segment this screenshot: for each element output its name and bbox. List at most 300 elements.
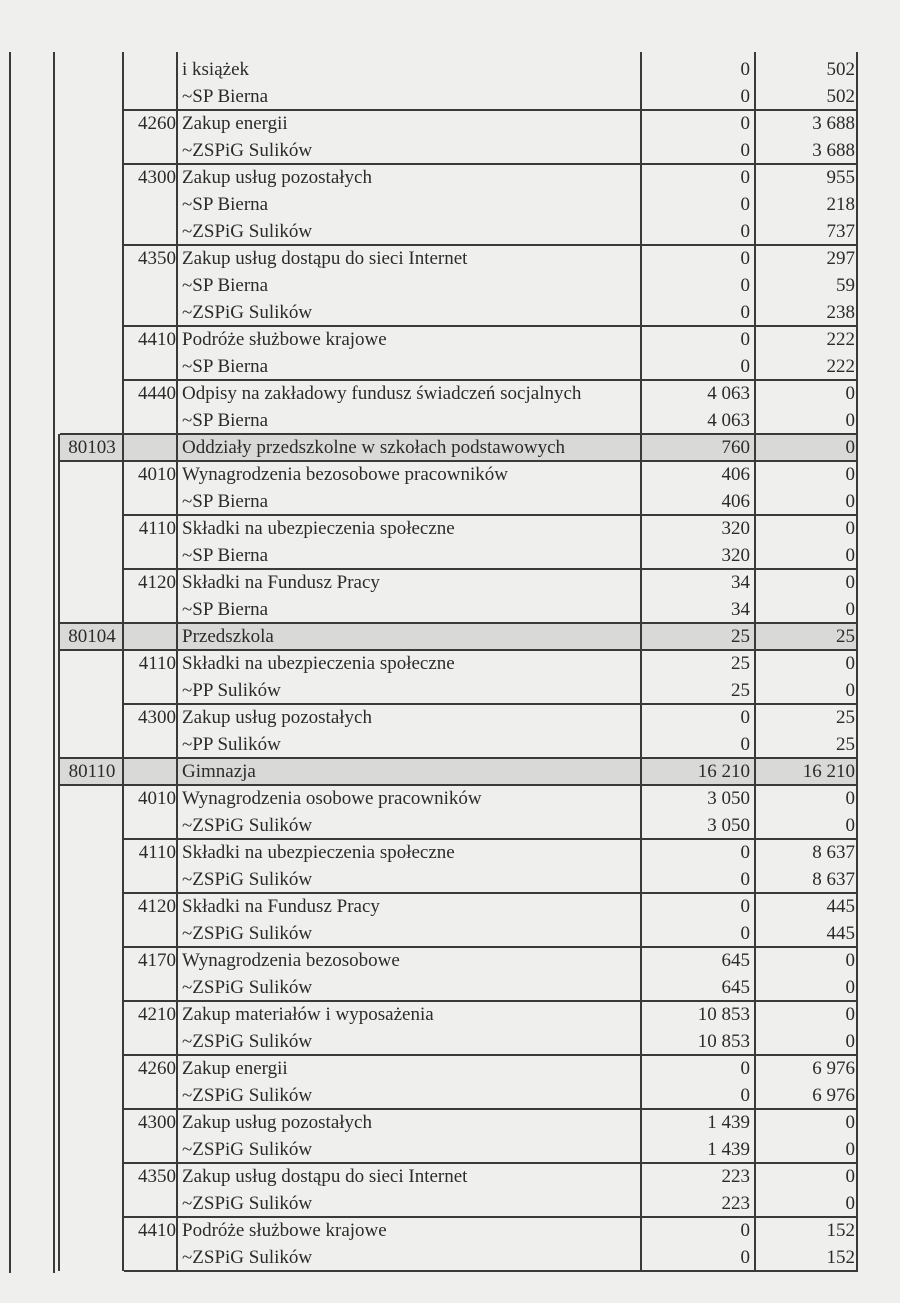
item-name: ~ZSPiG Sulików <box>182 1139 313 1160</box>
increase-value: 0 <box>845 491 855 512</box>
chapter-row <box>0 434 900 461</box>
table-row <box>0 1136 900 1163</box>
decrease-value: 4 063 <box>707 383 750 404</box>
chapter-row <box>0 758 900 785</box>
paragraph-code <box>124 56 178 83</box>
increase-value: 25 <box>836 707 855 728</box>
decrease-value: 0 <box>740 302 750 323</box>
chapter-column-border <box>122 52 124 1271</box>
decrease-value: 320 <box>721 545 750 566</box>
increase-value: 6 976 <box>812 1058 855 1079</box>
item-name: ~ZSPiG Sulików <box>182 221 313 242</box>
increase-value: 25 <box>836 626 855 647</box>
table-row <box>0 1217 900 1244</box>
item-name: Składki na Fundusz Pracy <box>182 572 380 593</box>
chapter-code <box>62 83 122 110</box>
table-row <box>0 515 900 542</box>
chapter-code <box>62 1217 122 1244</box>
item-name: Zakup usług pozostałych <box>182 1112 372 1133</box>
paragraph-code: 4260 <box>138 113 176 134</box>
paragraph-code: 4410 <box>138 1220 176 1241</box>
decrease-value: 645 <box>721 950 750 971</box>
row-divider <box>124 1216 858 1218</box>
table-row <box>0 1244 900 1271</box>
decrease-value: 760 <box>721 437 750 458</box>
table-row <box>0 839 900 866</box>
chapter-code <box>62 1001 122 1028</box>
paragraph-column-border <box>176 52 178 1271</box>
item-name: ~ZSPiG Sulików <box>182 1247 313 1268</box>
increase-value: 222 <box>826 356 855 377</box>
decrease-value: 0 <box>740 194 750 215</box>
chapter-code <box>62 353 122 380</box>
paragraph-code: 4260 <box>138 1058 176 1079</box>
chapter-code: 80103 <box>68 437 116 458</box>
increase-value: 0 <box>845 1193 855 1214</box>
paragraph-code <box>124 218 178 245</box>
paragraph-code <box>124 1244 178 1271</box>
table-row <box>0 218 900 245</box>
paragraph-code: 4300 <box>138 167 176 188</box>
chapter-code <box>62 1136 122 1163</box>
table-row <box>0 1028 900 1055</box>
item-name: Podróże służbowe krajowe <box>182 1220 387 1241</box>
row-divider <box>60 757 858 759</box>
row-divider <box>124 1162 858 1164</box>
table-row <box>0 83 900 110</box>
increase-value: 297 <box>826 248 855 269</box>
increase-value: 445 <box>826 923 855 944</box>
increase-value: 0 <box>845 1031 855 1052</box>
increase-value: 0 <box>845 437 855 458</box>
decrease-value: 0 <box>740 221 750 242</box>
chapter-code <box>62 407 122 434</box>
row-divider <box>124 325 858 327</box>
item-name: Składki na ubezpieczenia społeczne <box>182 653 455 674</box>
chapter-code <box>62 1190 122 1217</box>
decrease-value: 34 <box>731 599 750 620</box>
chapter-code <box>62 272 122 299</box>
table-row <box>0 1082 900 1109</box>
paragraph-code: 4350 <box>138 1166 176 1187</box>
item-name: Zakup usług dostąpu do sieci Internet <box>182 248 468 269</box>
item-name: Zakup usług dostąpu do sieci Internet <box>182 1166 468 1187</box>
table-row <box>0 920 900 947</box>
increase-value: 0 <box>845 1112 855 1133</box>
table-row <box>0 569 900 596</box>
decrease-value: 0 <box>740 1058 750 1079</box>
table-row <box>0 866 900 893</box>
paragraph-code: 4010 <box>138 788 176 809</box>
item-name: ~ZSPiG Sulików <box>182 1193 313 1214</box>
table-row <box>0 1163 900 1190</box>
table-row <box>0 731 900 758</box>
decrease-value: 10 853 <box>697 1004 750 1025</box>
decrease-value: 16 210 <box>697 761 750 782</box>
decrease-value: 0 <box>740 896 750 917</box>
paragraph-code <box>124 272 178 299</box>
chapter-code <box>62 596 122 623</box>
item-name: Oddziały przedszkolne w szkołach podstawowych <box>182 437 566 458</box>
chapter-code <box>62 380 122 407</box>
chapter-code: 80104 <box>68 626 116 647</box>
item-name: Odpisy na zakładowy fundusz świadczeń socjalnych <box>182 383 582 404</box>
row-divider <box>124 1000 858 1002</box>
increase-value: 59 <box>836 275 855 296</box>
chapter-code <box>62 947 122 974</box>
paragraph-code: 4110 <box>138 842 176 863</box>
decrease-value: 320 <box>721 518 750 539</box>
decrease-value: 0 <box>740 275 750 296</box>
division-column-border <box>53 52 55 1273</box>
table-row <box>0 974 900 1001</box>
chapter-code <box>62 920 122 947</box>
paragraph-code <box>124 623 178 650</box>
increase-value: 8 637 <box>812 869 855 890</box>
item-name: ~ZSPiG Sulików <box>182 1085 313 1106</box>
chapter-code <box>62 326 122 353</box>
increase-value: 0 <box>845 977 855 998</box>
item-name: ~PP Sulików <box>182 680 281 701</box>
increase-value: 218 <box>826 194 855 215</box>
paragraph-code: 4010 <box>138 464 176 485</box>
table-row <box>0 110 900 137</box>
increase-value: 0 <box>845 1004 855 1025</box>
increase-value: 0 <box>845 1166 855 1187</box>
paragraph-code <box>124 1082 178 1109</box>
row-divider <box>124 892 858 894</box>
item-name: Zakup usług pozostałych <box>182 167 372 188</box>
increase-value: 502 <box>826 86 855 107</box>
row-divider <box>124 514 858 516</box>
increase-value: 0 <box>845 410 855 431</box>
section-border-left <box>9 52 11 1273</box>
item-name: Wynagrodzenia osobowe pracowników <box>182 788 482 809</box>
increase-value: 3 688 <box>812 113 855 134</box>
row-divider <box>124 1054 858 1056</box>
chapter-code <box>62 542 122 569</box>
paragraph-code <box>124 434 178 461</box>
table-row <box>0 380 900 407</box>
chapter-code <box>62 299 122 326</box>
decrease-value: 0 <box>740 734 750 755</box>
paragraph-code <box>124 83 178 110</box>
decrease-column-border <box>754 52 756 1271</box>
row-divider <box>60 784 858 786</box>
item-name: Zakup usług pozostałych <box>182 707 372 728</box>
increase-value: 737 <box>826 221 855 242</box>
chapter-code <box>62 1028 122 1055</box>
chapter-code <box>62 488 122 515</box>
item-name: Zakup energii <box>182 1058 288 1079</box>
row-divider <box>60 460 858 462</box>
decrease-value: 0 <box>740 140 750 161</box>
item-name: Podróże służbowe krajowe <box>182 329 387 350</box>
decrease-value: 0 <box>740 1247 750 1268</box>
increase-value: 0 <box>845 599 855 620</box>
chapter-code <box>62 812 122 839</box>
increase-value: 0 <box>845 572 855 593</box>
paragraph-code <box>124 407 178 434</box>
increase-value: 238 <box>826 302 855 323</box>
chapter-code <box>62 893 122 920</box>
increase-value: 152 <box>826 1247 855 1268</box>
chapter-code <box>62 461 122 488</box>
increase-value: 0 <box>845 950 855 971</box>
item-name: Zakup energii <box>182 113 288 134</box>
item-name: Gimnazja <box>182 761 256 782</box>
increase-value: 0 <box>845 518 855 539</box>
table-row <box>0 704 900 731</box>
decrease-value: 25 <box>731 626 750 647</box>
decrease-value: 0 <box>740 113 750 134</box>
paragraph-code: 4300 <box>138 707 176 728</box>
item-name: ~SP Bierna <box>182 491 269 512</box>
chapter-row <box>0 623 900 650</box>
chapter-code <box>62 731 122 758</box>
table-row <box>0 164 900 191</box>
table-row <box>0 191 900 218</box>
table-row <box>0 56 900 83</box>
chapter-code <box>62 866 122 893</box>
decrease-value: 4 063 <box>707 410 750 431</box>
row-divider <box>124 244 858 246</box>
table-row <box>0 812 900 839</box>
table-row <box>0 1001 900 1028</box>
paragraph-code <box>124 866 178 893</box>
decrease-value: 0 <box>740 167 750 188</box>
decrease-value: 0 <box>740 1085 750 1106</box>
paragraph-code: 4120 <box>138 572 176 593</box>
paragraph-code <box>124 758 178 785</box>
chapter-code <box>62 56 122 83</box>
decrease-value: 0 <box>740 59 750 80</box>
decrease-value: 34 <box>731 572 750 593</box>
decrease-value: 223 <box>721 1193 750 1214</box>
item-name: ~ZSPiG Sulików <box>182 815 313 836</box>
row-divider <box>124 838 858 840</box>
paragraph-code <box>124 353 178 380</box>
increase-value: 152 <box>826 1220 855 1241</box>
increase-value: 502 <box>826 59 855 80</box>
chapter-code <box>62 191 122 218</box>
table-bottom-border <box>124 1270 858 1272</box>
table-row <box>0 407 900 434</box>
decrease-value: 0 <box>740 356 750 377</box>
table-row <box>0 677 900 704</box>
decrease-value: 645 <box>721 977 750 998</box>
paragraph-code <box>124 677 178 704</box>
table-row <box>0 299 900 326</box>
chapter-code: 80110 <box>68 761 116 782</box>
paragraph-code <box>124 974 178 1001</box>
item-name: ~SP Bierna <box>182 275 269 296</box>
item-name: Składki na ubezpieczenia społeczne <box>182 842 455 863</box>
item-name: Składki na ubezpieczenia społeczne <box>182 518 455 539</box>
paragraph-code: 4350 <box>138 248 176 269</box>
chapter-code <box>62 569 122 596</box>
item-name: Przedszkola <box>182 626 274 647</box>
item-name: ~SP Bierna <box>182 545 269 566</box>
decrease-value: 406 <box>721 491 750 512</box>
table-row <box>0 1190 900 1217</box>
table-right-border <box>856 52 858 1271</box>
item-name: ~SP Bierna <box>182 194 269 215</box>
paragraph-code <box>124 1028 178 1055</box>
table-row <box>0 461 900 488</box>
decrease-value: 0 <box>740 1220 750 1241</box>
item-name: ~ZSPiG Sulików <box>182 140 313 161</box>
chapter-code <box>62 785 122 812</box>
decrease-value: 0 <box>740 842 750 863</box>
decrease-value: 406 <box>721 464 750 485</box>
chapter-code <box>62 839 122 866</box>
paragraph-code <box>124 137 178 164</box>
decrease-value: 1 439 <box>707 1139 750 1160</box>
paragraph-code <box>124 731 178 758</box>
paragraph-code <box>124 596 178 623</box>
item-name: ~ZSPiG Sulików <box>182 302 313 323</box>
decrease-value: 3 050 <box>707 815 750 836</box>
table-row <box>0 488 900 515</box>
item-name: ~ZSPiG Sulików <box>182 869 313 890</box>
paragraph-code <box>124 542 178 569</box>
increase-value: 222 <box>826 329 855 350</box>
table-row <box>0 326 900 353</box>
decrease-value: 0 <box>740 707 750 728</box>
chapter-code <box>62 164 122 191</box>
paragraph-code: 4170 <box>138 950 176 971</box>
chapter-code <box>62 515 122 542</box>
table-row <box>0 1055 900 1082</box>
increase-value: 955 <box>826 167 855 188</box>
paragraph-code: 4410 <box>138 329 176 350</box>
table-row <box>0 137 900 164</box>
chapter-code <box>62 1244 122 1271</box>
chapter-code <box>62 1082 122 1109</box>
increase-value: 3 688 <box>812 140 855 161</box>
item-name: ~ZSPiG Sulików <box>182 1031 313 1052</box>
chapter-code <box>62 1055 122 1082</box>
paragraph-code <box>124 920 178 947</box>
item-name: ~SP Bierna <box>182 86 269 107</box>
chapter-code <box>62 677 122 704</box>
item-name: ~ZSPiG Sulików <box>182 923 313 944</box>
item-name: Wynagrodzenia bezosobowe pracowników <box>182 464 508 485</box>
decrease-value: 10 853 <box>697 1031 750 1052</box>
paragraph-code: 4300 <box>138 1112 176 1133</box>
item-name: ~SP Bierna <box>182 410 269 431</box>
paragraph-code <box>124 812 178 839</box>
item-name: ~PP Sulików <box>182 734 281 755</box>
decrease-value: 0 <box>740 329 750 350</box>
paragraph-code: 4120 <box>138 896 176 917</box>
chapter-code <box>62 650 122 677</box>
row-divider <box>124 109 858 111</box>
chapter-code <box>62 974 122 1001</box>
increase-value: 0 <box>845 815 855 836</box>
table-row <box>0 785 900 812</box>
paragraph-code: 4110 <box>138 518 176 539</box>
increase-value: 6 976 <box>812 1085 855 1106</box>
increase-value: 25 <box>836 734 855 755</box>
paragraph-code <box>124 1190 178 1217</box>
chapter-code <box>62 1109 122 1136</box>
row-divider <box>124 568 858 570</box>
paragraph-code: 4210 <box>138 1004 176 1025</box>
row-divider <box>124 946 858 948</box>
increase-value: 0 <box>845 545 855 566</box>
decrease-value: 25 <box>731 653 750 674</box>
decrease-value: 223 <box>721 1166 750 1187</box>
decrease-value: 25 <box>731 680 750 701</box>
chapter-column-left-border <box>58 434 60 1271</box>
decrease-value: 0 <box>740 248 750 269</box>
paragraph-code <box>124 1136 178 1163</box>
paragraph-code <box>124 299 178 326</box>
paragraph-code: 4110 <box>138 653 176 674</box>
paragraph-code <box>124 191 178 218</box>
table-row <box>0 650 900 677</box>
table-row <box>0 893 900 920</box>
item-name: Wynagrodzenia bezosobowe <box>182 950 400 971</box>
decrease-value: 1 439 <box>707 1112 750 1133</box>
increase-value: 0 <box>845 680 855 701</box>
table-row <box>0 245 900 272</box>
paragraph-code <box>124 488 178 515</box>
row-divider <box>60 433 858 435</box>
table-row <box>0 353 900 380</box>
increase-value: 445 <box>826 896 855 917</box>
increase-value: 0 <box>845 464 855 485</box>
item-name: ~SP Bierna <box>182 356 269 377</box>
item-name: Składki na Fundusz Pracy <box>182 896 380 917</box>
chapter-code <box>62 704 122 731</box>
item-name: ~ZSPiG Sulików <box>182 977 313 998</box>
row-divider <box>124 379 858 381</box>
chapter-code <box>62 1163 122 1190</box>
decrease-value: 0 <box>740 923 750 944</box>
increase-value: 0 <box>845 383 855 404</box>
table-row <box>0 272 900 299</box>
chapter-code <box>62 245 122 272</box>
row-divider <box>60 622 858 624</box>
paragraph-code: 4440 <box>138 383 176 404</box>
row-divider <box>124 703 858 705</box>
table-row <box>0 947 900 974</box>
decrease-value: 0 <box>740 86 750 107</box>
decrease-value: 0 <box>740 869 750 890</box>
row-divider <box>124 1108 858 1110</box>
row-divider <box>60 649 858 651</box>
increase-value: 0 <box>845 1139 855 1160</box>
name-column-border <box>640 52 642 1271</box>
table-row <box>0 596 900 623</box>
item-name: i książek <box>182 59 250 80</box>
increase-value: 8 637 <box>812 842 855 863</box>
increase-value: 0 <box>845 653 855 674</box>
chapter-code <box>62 110 122 137</box>
table-row <box>0 1109 900 1136</box>
item-name: Zakup materiałów i wyposażenia <box>182 1004 434 1025</box>
item-name: ~SP Bierna <box>182 599 269 620</box>
chapter-code <box>62 137 122 164</box>
decrease-value: 3 050 <box>707 788 750 809</box>
chapter-code <box>62 218 122 245</box>
table-row <box>0 542 900 569</box>
increase-value: 0 <box>845 788 855 809</box>
increase-value: 16 210 <box>802 761 855 782</box>
